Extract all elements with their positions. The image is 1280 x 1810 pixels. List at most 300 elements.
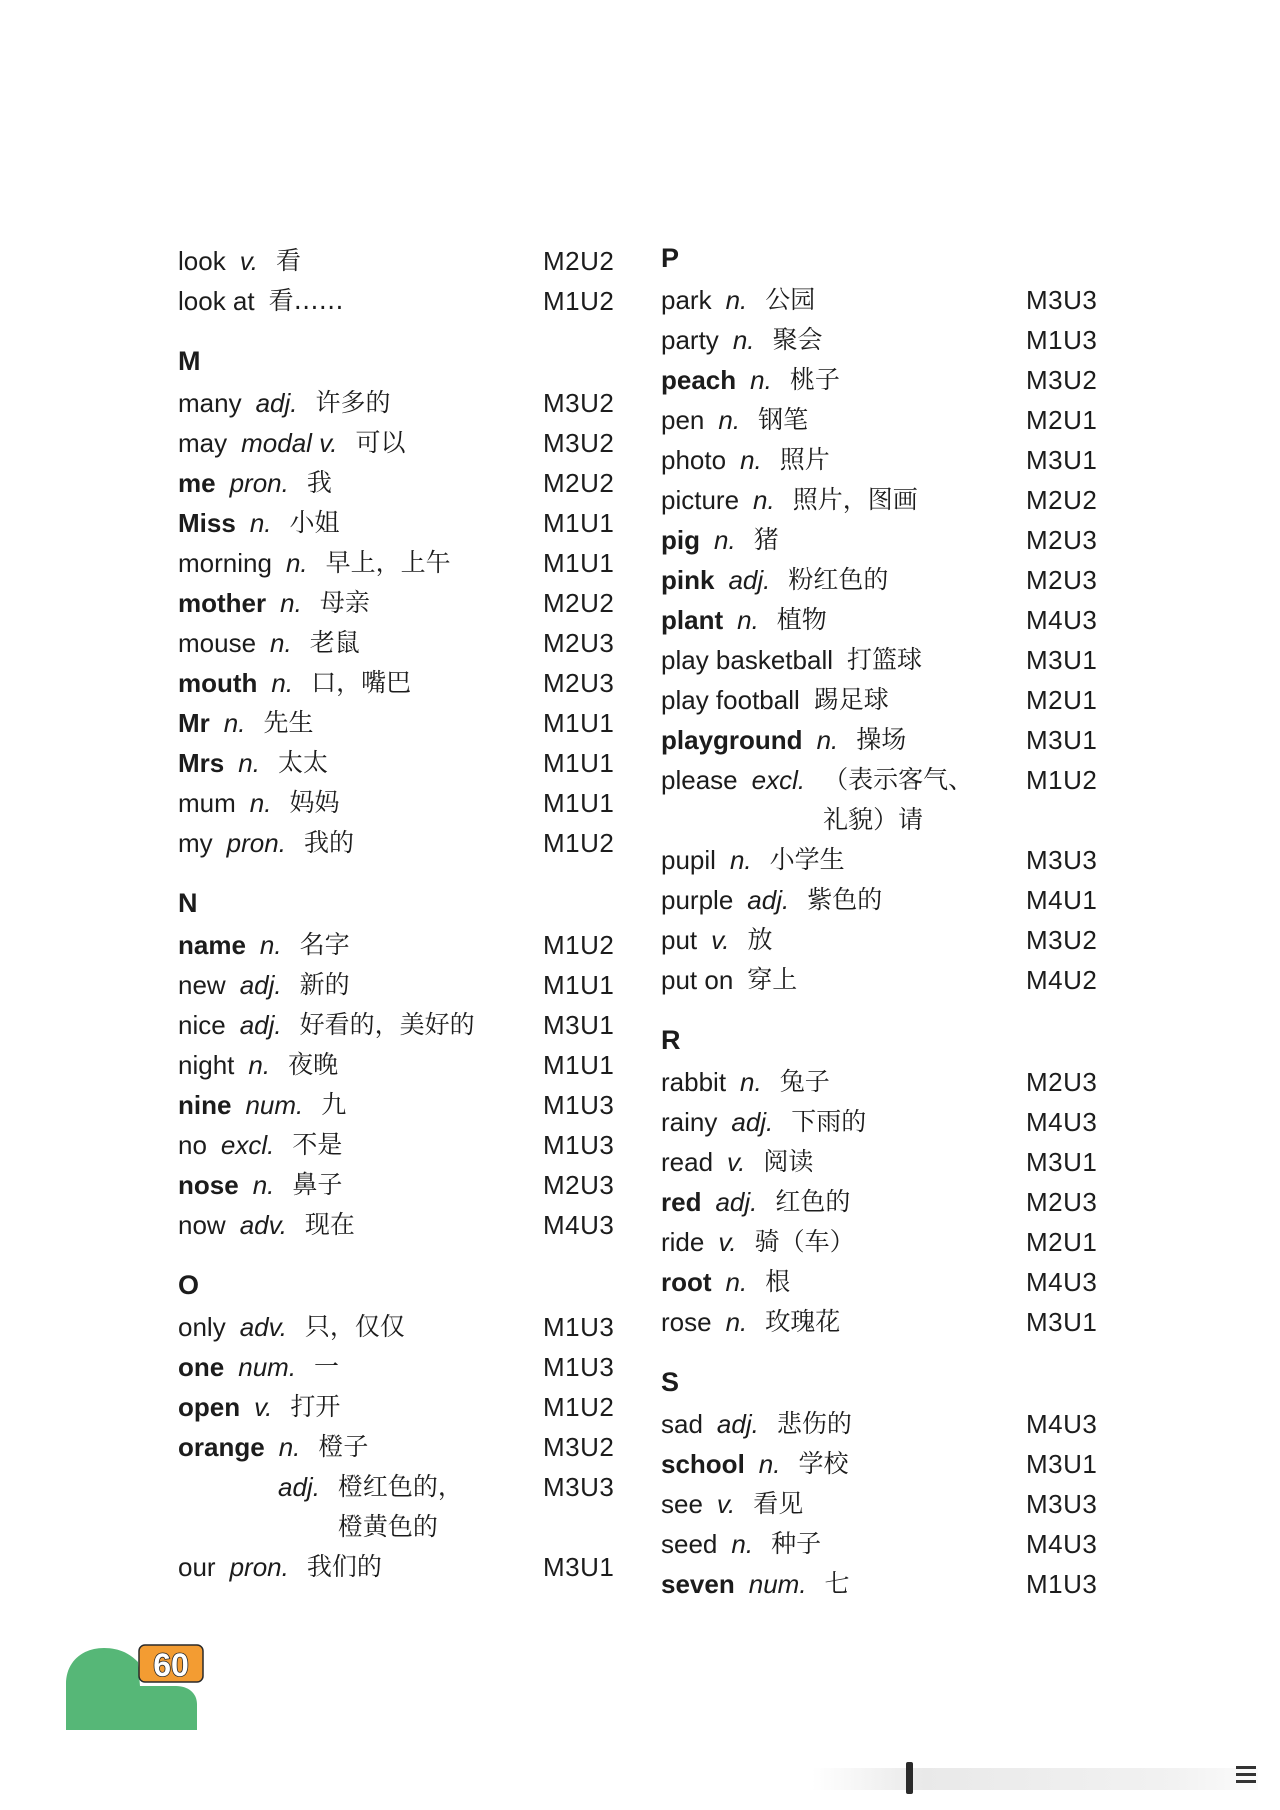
entry-unit: M2U2	[543, 588, 615, 618]
section-letter: N	[178, 888, 198, 918]
entry-pos: n.	[740, 1067, 762, 1097]
entry-unit: M3U3	[543, 1472, 615, 1502]
entry-meaning	[305, 1205, 355, 1245]
entry-pos: n.	[252, 1170, 275, 1200]
vocab-entry	[661, 1404, 1111, 1444]
entry-pos: pron.	[226, 828, 286, 858]
entry-word: pupil	[661, 845, 716, 875]
entry-pos: n.	[238, 748, 260, 778]
entry-pos: num.	[748, 1569, 807, 1599]
left-column	[178, 241, 628, 1587]
entry-meaning-line: 看……	[268, 286, 344, 315]
entry-unit: M3U1	[543, 1010, 615, 1040]
vocab-entry	[661, 1524, 1111, 1564]
entry-pos: n.	[725, 1307, 748, 1337]
entry-word: now	[178, 1210, 226, 1240]
entry-pos: adj.	[239, 970, 282, 1000]
entry-unit: M2U1	[1026, 1227, 1098, 1257]
entry-meaning	[780, 1062, 830, 1102]
vocab-entry	[178, 1165, 628, 1205]
vocab-entry	[178, 1307, 628, 1347]
entry-unit: M3U2	[543, 1432, 615, 1462]
vocab-entry	[178, 383, 628, 423]
vocab-entry	[178, 503, 628, 543]
entry-meaning-line: 看见	[753, 1489, 804, 1518]
entry-word: one	[178, 1352, 225, 1382]
menu-icon[interactable]	[1236, 1766, 1256, 1783]
entry-word: purple	[661, 885, 734, 915]
entry-word: our	[178, 1552, 216, 1582]
entry-word: nine	[178, 1090, 232, 1120]
entry-unit: M1U2	[543, 828, 615, 858]
entry-meaning	[814, 680, 889, 720]
entry-pos: v.	[727, 1147, 746, 1177]
entry-word: picture	[661, 485, 740, 515]
entry-meaning	[765, 1302, 840, 1342]
entry-meaning-line: 七	[824, 1569, 850, 1598]
entry-pos: v.	[718, 1227, 737, 1257]
vocab-entry	[178, 743, 628, 783]
entry-pos: adv.	[239, 1210, 287, 1240]
entry-word: pink	[661, 565, 715, 595]
entry-unit: M3U2	[1026, 925, 1098, 955]
entry-pos: adj.	[731, 1107, 774, 1137]
entry-pos: n.	[740, 445, 762, 475]
entry-pos: adj.	[716, 1409, 759, 1439]
entry-pos: n.	[732, 325, 755, 355]
entry-unit: M2U2	[1026, 485, 1098, 515]
vocab-entry	[661, 280, 1111, 320]
entry-word: may	[178, 428, 228, 458]
entry-word: new	[178, 970, 226, 1000]
entry-meaning-line: 只，仅仅	[304, 1312, 405, 1341]
entry-unit: M4U3	[1026, 1409, 1098, 1439]
entry-unit: M3U1	[543, 1552, 615, 1582]
section-letter: R	[661, 1025, 681, 1055]
vocab-entry	[178, 1427, 628, 1467]
entry-pos: v.	[716, 1489, 736, 1519]
entry-unit: M4U2	[1026, 965, 1098, 995]
entry-meaning	[807, 880, 882, 920]
entry-word: party	[661, 325, 719, 355]
entry-unit: M3U1	[1026, 725, 1098, 755]
entry-meaning	[773, 320, 823, 360]
entry-meaning-line: 我们的	[306, 1552, 382, 1581]
entry-unit: M2U3	[1026, 1187, 1098, 1217]
entry-meaning-line: 我的	[303, 828, 354, 857]
vocab-entry	[661, 1302, 1111, 1342]
entry-meaning-line: 踢足球	[813, 685, 889, 714]
entry-unit: M1U1	[543, 970, 615, 1000]
vocab-entry	[661, 480, 1111, 520]
entry-unit: M1U3	[543, 1352, 615, 1382]
vocab-entry	[661, 1444, 1111, 1484]
entry-meaning	[305, 1307, 405, 1347]
vocab-entry	[661, 920, 1111, 960]
entry-pos: adj.	[278, 1472, 320, 1502]
entry-meaning-line: 橙黄色的	[337, 1512, 438, 1541]
entry-pos: n.	[750, 365, 772, 395]
entry-unit: M4U3	[1026, 605, 1098, 635]
entry-pos: n.	[753, 485, 775, 515]
entry-meaning	[763, 1142, 813, 1182]
entry-unit: M2U3	[1026, 565, 1098, 595]
section-letter: O	[178, 1270, 200, 1300]
entry-meaning-line: 看	[276, 246, 302, 275]
entry-word: me	[178, 468, 216, 498]
entry-unit: M4U3	[543, 1210, 615, 1240]
entry-meaning	[793, 480, 918, 520]
entry-meaning-line: 打开	[290, 1392, 341, 1421]
entry-word: mother	[178, 588, 267, 618]
entry-meaning-line: 可以	[355, 428, 406, 457]
entry-meaning	[310, 623, 360, 663]
entry-meaning	[765, 280, 815, 320]
entry-word: Miss	[178, 508, 236, 538]
entry-pos: n.	[249, 508, 272, 538]
entry-meaning-line: 兔子	[779, 1067, 830, 1096]
vocab-entry	[661, 1182, 1111, 1222]
entry-meaning-line: 小姐	[289, 508, 340, 537]
entry-unit: M3U2	[543, 428, 615, 458]
vocab-entry	[178, 1045, 628, 1085]
vocab-entry	[178, 925, 628, 965]
entry-pos: adj.	[239, 1010, 282, 1040]
entry-unit: M3U1	[1026, 1449, 1098, 1479]
entry-meaning	[290, 1387, 340, 1427]
entry-meaning	[747, 960, 797, 1000]
vocab-entry	[178, 1085, 628, 1125]
entry-meaning-line: 好看的，美好的	[299, 1010, 475, 1039]
entry-unit: M1U3	[1026, 325, 1098, 355]
entry-word: root	[661, 1267, 712, 1297]
entry-unit: M3U1	[1026, 1147, 1098, 1177]
entry-meaning-line: 放	[747, 925, 773, 954]
entry-meaning-line: （表示客气、	[823, 765, 974, 794]
entry-pos: n.	[729, 845, 752, 875]
entry-word: only	[178, 1312, 226, 1342]
vocab-entry	[178, 1347, 628, 1387]
entry-meaning-line: 鼻子	[292, 1170, 343, 1199]
entry-meaning	[289, 783, 339, 823]
vocab-entry	[178, 823, 628, 863]
entry-pos: adj.	[747, 885, 790, 915]
entry-unit: M1U1	[543, 548, 615, 578]
vocab-entry	[661, 1262, 1111, 1302]
entry-meaning	[307, 1547, 382, 1587]
entry-unit: M2U3	[1026, 1067, 1098, 1097]
entry-pos: n.	[758, 1449, 781, 1479]
entry-word: red	[661, 1187, 702, 1217]
entry-word: nose	[178, 1170, 239, 1200]
entry-word: open	[178, 1392, 241, 1422]
entry-meaning-line: 不是	[292, 1130, 343, 1159]
entry-meaning-line: 口，嘴巴	[311, 668, 412, 697]
entry-meaning-line: 现在	[304, 1210, 355, 1239]
entry-unit: M2U2	[543, 468, 615, 498]
entry-meaning	[304, 823, 354, 863]
entry-meaning-line: 公园	[765, 285, 816, 314]
entry-meaning-line: 学校	[798, 1449, 849, 1478]
entry-word: mouse	[178, 628, 257, 658]
entry-unit: M2U3	[543, 1170, 615, 1200]
entry-meaning-line: 玫瑰花	[765, 1307, 841, 1336]
entry-meaning-line: 聚会	[772, 325, 823, 354]
vocab-entry	[661, 600, 1111, 640]
vocab-entry	[661, 1062, 1111, 1102]
vocab-entry	[178, 703, 628, 743]
section-letter: M	[178, 346, 201, 376]
entry-pos: num.	[238, 1352, 297, 1382]
entry-meaning-line: 下雨的	[791, 1107, 867, 1136]
vocab-entry	[661, 320, 1111, 360]
vocab-entry	[661, 960, 1111, 1000]
entry-meaning-line: 先生	[263, 708, 314, 737]
entry-unit: M2U3	[543, 668, 615, 698]
overlay-bar	[812, 1768, 1258, 1790]
entry-meaning-line: 根	[765, 1267, 791, 1296]
entry-meaning-line: 早上，上午	[325, 548, 451, 577]
entry-pos: pron.	[229, 1552, 289, 1582]
entry-unit: M1U3	[543, 1130, 615, 1160]
vocab-sense	[178, 1467, 628, 1547]
entry-meaning-line: 骑（车）	[754, 1227, 855, 1256]
entry-unit: M4U3	[1026, 1107, 1098, 1137]
entry-meaning-line: 阅读	[763, 1147, 814, 1176]
entry-word: ride	[661, 1227, 705, 1257]
entry-meaning-line: 一	[314, 1352, 340, 1381]
entry-unit: M1U1	[543, 508, 615, 538]
entry-meaning-line: 夜晚	[288, 1050, 339, 1079]
entry-meaning	[765, 1262, 790, 1302]
entry-word: Mrs	[178, 748, 225, 778]
entry-meaning	[321, 1085, 346, 1125]
entry-unit: M3U3	[1026, 1489, 1098, 1519]
entry-pos: n.	[285, 548, 308, 578]
entry-meaning-line: 种子	[771, 1529, 822, 1558]
entry-unit: M2U1	[1026, 685, 1098, 715]
entry-pos: n.	[731, 1529, 754, 1559]
entry-pos: n.	[280, 588, 302, 618]
entry-word: mouth	[178, 668, 258, 698]
right-column	[661, 238, 1111, 1604]
entry-word: rainy	[661, 1107, 718, 1137]
entry-meaning	[777, 600, 827, 640]
entry-meaning	[777, 1404, 852, 1444]
entry-word: put on	[661, 965, 734, 995]
entry-word: see	[661, 1489, 703, 1519]
entry-word: pig	[661, 525, 700, 555]
vocab-entry	[661, 1222, 1111, 1262]
entry-meaning-line: 照片	[779, 445, 830, 474]
page-number: 60	[153, 1647, 189, 1683]
entry-word: Mr	[178, 708, 210, 738]
entry-word: night	[178, 1050, 235, 1080]
vocab-entry	[661, 400, 1111, 440]
entry-pos: pron.	[229, 468, 289, 498]
entry-meaning	[326, 543, 451, 583]
entry-meaning-line: 许多的	[315, 388, 391, 417]
entry-meaning-line: 名字	[299, 930, 350, 959]
entry-word: nice	[178, 1010, 226, 1040]
entry-meaning	[320, 583, 370, 623]
entry-word: peach	[661, 365, 737, 395]
page-corner	[60, 1640, 220, 1735]
entry-meaning-line: 照片，图画	[792, 485, 918, 514]
entry-unit: M3U1	[1026, 645, 1098, 675]
entry-meaning	[338, 1467, 463, 1547]
entry-pos: adj.	[715, 1187, 758, 1217]
entry-unit: M1U2	[1026, 765, 1098, 795]
entry-pos: v.	[711, 925, 730, 955]
entry-pos: n.	[259, 930, 282, 960]
entry-meaning-line: 猪	[753, 525, 779, 554]
entry-meaning	[278, 743, 328, 783]
entry-word: photo	[661, 445, 727, 475]
entry-meaning	[311, 663, 411, 703]
entry-meaning	[791, 1102, 866, 1142]
entry-meaning	[747, 920, 772, 960]
entry-unit: M1U3	[543, 1090, 615, 1120]
entry-meaning-line: 太太	[277, 748, 328, 777]
vocab-entry	[178, 1205, 628, 1245]
entry-meaning	[290, 503, 340, 543]
entry-word: park	[661, 285, 712, 315]
entry-pos: v.	[254, 1392, 273, 1422]
entry-pos: n.	[249, 788, 272, 818]
entry-meaning-line: 橙红色的，	[337, 1472, 463, 1501]
entry-meaning	[355, 423, 405, 463]
entry-meaning-line: 穿上	[747, 965, 798, 994]
entry-meaning	[780, 440, 830, 480]
entry-meaning	[307, 463, 332, 503]
entry-unit: M2U3	[543, 628, 615, 658]
vocab-entry	[661, 880, 1111, 920]
entry-word: no	[178, 1130, 207, 1160]
entry-meaning-line: 红色的	[775, 1187, 851, 1216]
entry-pos: n.	[714, 525, 736, 555]
entry-meaning-line: 钢笔	[758, 405, 809, 434]
entry-word: school	[661, 1449, 745, 1479]
entry-meaning	[316, 383, 391, 423]
entry-unit: M1U1	[543, 1050, 615, 1080]
vocab-entry	[661, 760, 1111, 840]
vocab-entry	[178, 965, 628, 1005]
vocab-entry	[661, 640, 1111, 680]
entry-meaning-line: 橙子	[318, 1432, 369, 1461]
vocab-entry	[661, 720, 1111, 760]
entry-pos: modal v.	[241, 428, 338, 458]
entry-meaning-line: 新的	[299, 970, 350, 999]
entry-word: name	[178, 930, 246, 960]
entry-meaning	[771, 1524, 821, 1564]
entry-unit: M3U2	[543, 388, 615, 418]
entry-unit: M2U2	[543, 246, 615, 276]
entry-meaning-line: 九	[321, 1090, 347, 1119]
entry-word: please	[661, 765, 738, 795]
vocab-entry	[178, 241, 628, 281]
vocab-entry	[661, 520, 1111, 560]
entry-meaning	[754, 520, 779, 560]
entry-meaning	[300, 1005, 475, 1045]
entry-unit: M3U1	[1026, 1307, 1098, 1337]
vocab-entry	[178, 543, 628, 583]
entry-meaning	[318, 1427, 368, 1467]
entry-meaning-line: 桃子	[789, 365, 840, 394]
entry-pos: n.	[278, 1432, 301, 1462]
entry-unit: M3U1	[1026, 445, 1098, 475]
entry-pos: excl.	[220, 1130, 275, 1160]
entry-meaning	[770, 840, 845, 880]
entry-meaning-line: 操场	[856, 725, 907, 754]
entry-meaning-line: 植物	[776, 605, 827, 634]
entry-word: playground	[661, 725, 803, 755]
entry-unit: M1U2	[543, 930, 615, 960]
vocab-entry	[661, 1142, 1111, 1182]
entry-unit: M3U3	[1026, 845, 1098, 875]
entry-word: seven	[661, 1569, 735, 1599]
entry-meaning	[263, 703, 313, 743]
entry-word: morning	[178, 548, 272, 578]
vocab-entry	[178, 1547, 628, 1587]
entry-pos: n.	[737, 605, 759, 635]
entry-meaning-line: 礼貌）请	[823, 805, 924, 834]
entry-unit: M2U1	[1026, 405, 1098, 435]
entry-meaning	[300, 925, 350, 965]
entry-meaning	[847, 640, 922, 680]
entry-word: sad	[661, 1409, 703, 1439]
entry-pos: n.	[816, 725, 839, 755]
entry-pos: n.	[270, 628, 292, 658]
entry-meaning	[798, 1444, 848, 1484]
scrub-handle[interactable]	[906, 1762, 913, 1794]
vocab-entry	[178, 281, 628, 321]
entry-pos: adj.	[728, 565, 771, 595]
entry-pos: n.	[248, 1050, 271, 1080]
vocab-entry	[178, 1387, 628, 1427]
entry-unit: M1U3	[543, 1312, 615, 1342]
entry-meaning	[276, 241, 301, 281]
entry-meaning	[292, 1125, 342, 1165]
entry-word: many	[178, 388, 242, 418]
section-letter: S	[661, 1367, 680, 1397]
entry-meaning-line: 悲伤的	[776, 1409, 852, 1438]
entry-word: read	[661, 1147, 714, 1177]
entry-unit: M3U2	[1026, 365, 1098, 395]
vocab-entry	[661, 560, 1111, 600]
entry-word: rabbit	[661, 1067, 727, 1097]
vocab-entry	[178, 423, 628, 463]
entry-pos: adj.	[255, 388, 298, 418]
entry-word: seed	[661, 1529, 718, 1559]
entry-pos: n.	[725, 285, 748, 315]
entry-word: orange	[178, 1432, 265, 1462]
entry-meaning	[288, 1045, 338, 1085]
entry-unit: M1U2	[543, 286, 615, 316]
entry-word: pen	[661, 405, 705, 435]
entry-unit: M2U3	[1026, 525, 1098, 555]
entry-unit: M3U3	[1026, 285, 1098, 315]
entry-unit: M4U3	[1026, 1267, 1098, 1297]
entry-unit: M4U1	[1026, 885, 1098, 915]
entry-pos: n.	[271, 668, 294, 698]
entry-unit: M1U2	[543, 1392, 615, 1422]
entry-pos: adv.	[239, 1312, 287, 1342]
entry-meaning	[758, 400, 808, 440]
entry-word: play basketball	[661, 645, 833, 675]
entry-word: mum	[178, 788, 236, 818]
vocab-entry	[178, 663, 628, 703]
